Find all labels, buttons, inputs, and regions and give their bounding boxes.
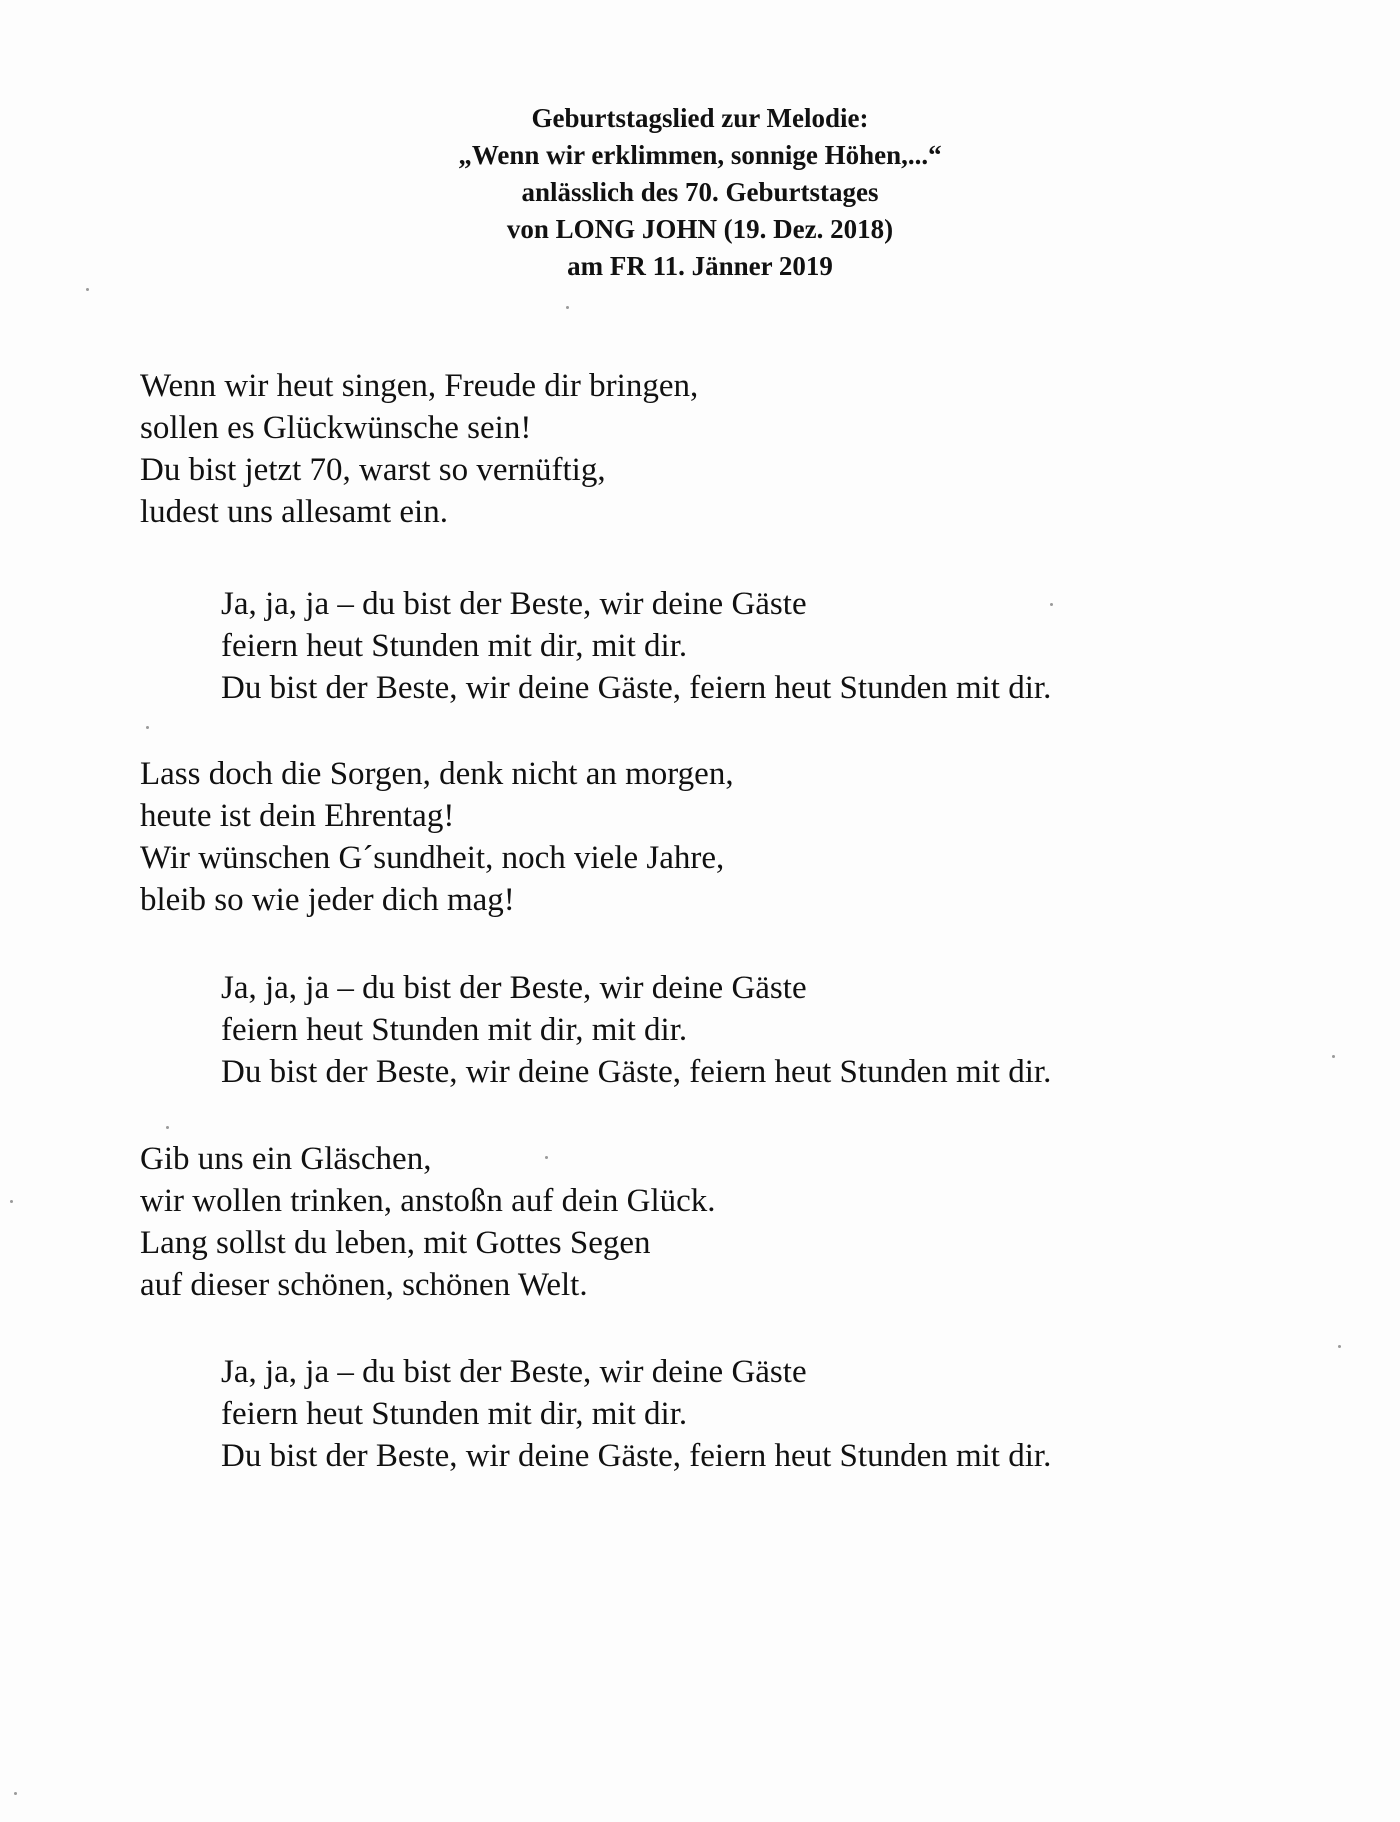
scan-speck <box>566 306 569 309</box>
header-line: anlässlich des 70. Geburtstages <box>521 177 879 207</box>
refrain-line: feiern heut Stunden mit dir, mit dir. <box>221 628 688 664</box>
header-line: Geburtstagslied zur Melodie: <box>531 103 869 133</box>
refrain-line: Ja, ja, ja – du bist der Beste, wir deine Gäste <box>221 970 807 1006</box>
scan-speck <box>1050 603 1053 606</box>
refrain-line: Du bist der Beste, wir deine Gäste, feiern heut Stunden mit dir. <box>221 670 1052 706</box>
verse-line: ludest uns allesamt ein. <box>140 494 448 530</box>
verse-line: sollen es Glückwünsche sein! <box>140 410 532 446</box>
scan-speck <box>545 1156 548 1159</box>
refrain-1 <box>221 583 1051 709</box>
verse-line: auf dieser schönen, schönen Welt. <box>140 1267 588 1303</box>
refrain-line: Ja, ja, ja – du bist der Beste, wir deine Gäste <box>221 586 807 622</box>
verse-line: Wenn wir heut singen, Freude dir bringen, <box>140 368 699 404</box>
verse-line: Lass doch die Sorgen, denk nicht an morgen, <box>140 756 734 792</box>
refrain-2 <box>221 967 1051 1093</box>
scan-speck <box>14 1792 17 1795</box>
verse-line: Lang sollst du leben, mit Gottes Segen <box>140 1225 651 1261</box>
refrain-line: Du bist der Beste, wir deine Gäste, feiern heut Stunden mit dir. <box>221 1054 1052 1090</box>
verse-1 <box>140 365 698 533</box>
header-line: von LONG JOHN (19. Dez. 2018) <box>506 214 894 244</box>
scan-speck <box>1338 1345 1341 1348</box>
scan-speck <box>10 1200 13 1203</box>
refrain-line: Du bist der Beste, wir deine Gäste, feiern heut Stunden mit dir. <box>221 1438 1052 1474</box>
refrain-3 <box>221 1351 1051 1477</box>
verse-line: heute ist dein Ehrentag! <box>140 798 455 834</box>
header-line: am FR 11. Jänner 2019 <box>567 251 833 281</box>
header-line: „Wenn wir erklimmen, sonnige Höhen,...“ <box>458 140 942 170</box>
scan-speck <box>166 1126 169 1129</box>
refrain-line: Ja, ja, ja – du bist der Beste, wir deine Gäste <box>221 1354 807 1390</box>
scan-speck <box>86 288 89 291</box>
verse-line: Wir wünschen G´sundheit, noch viele Jahre, <box>140 840 725 876</box>
song-header <box>0 100 1400 285</box>
verse-line: wir wollen trinken, anstoßn auf dein Glück. <box>140 1183 716 1219</box>
scan-speck <box>146 726 149 729</box>
verse-2 <box>140 753 734 921</box>
verse-3 <box>140 1138 716 1306</box>
scan-speck <box>1332 1055 1335 1058</box>
verse-line: bleib so wie jeder dich mag! <box>140 882 515 918</box>
refrain-line: feiern heut Stunden mit dir, mit dir. <box>221 1012 688 1048</box>
verse-line: Du bist jetzt 70, warst so vernüftig, <box>140 452 606 488</box>
refrain-line: feiern heut Stunden mit dir, mit dir. <box>221 1396 688 1432</box>
verse-line: Gib uns ein Gläschen, <box>140 1141 432 1177</box>
